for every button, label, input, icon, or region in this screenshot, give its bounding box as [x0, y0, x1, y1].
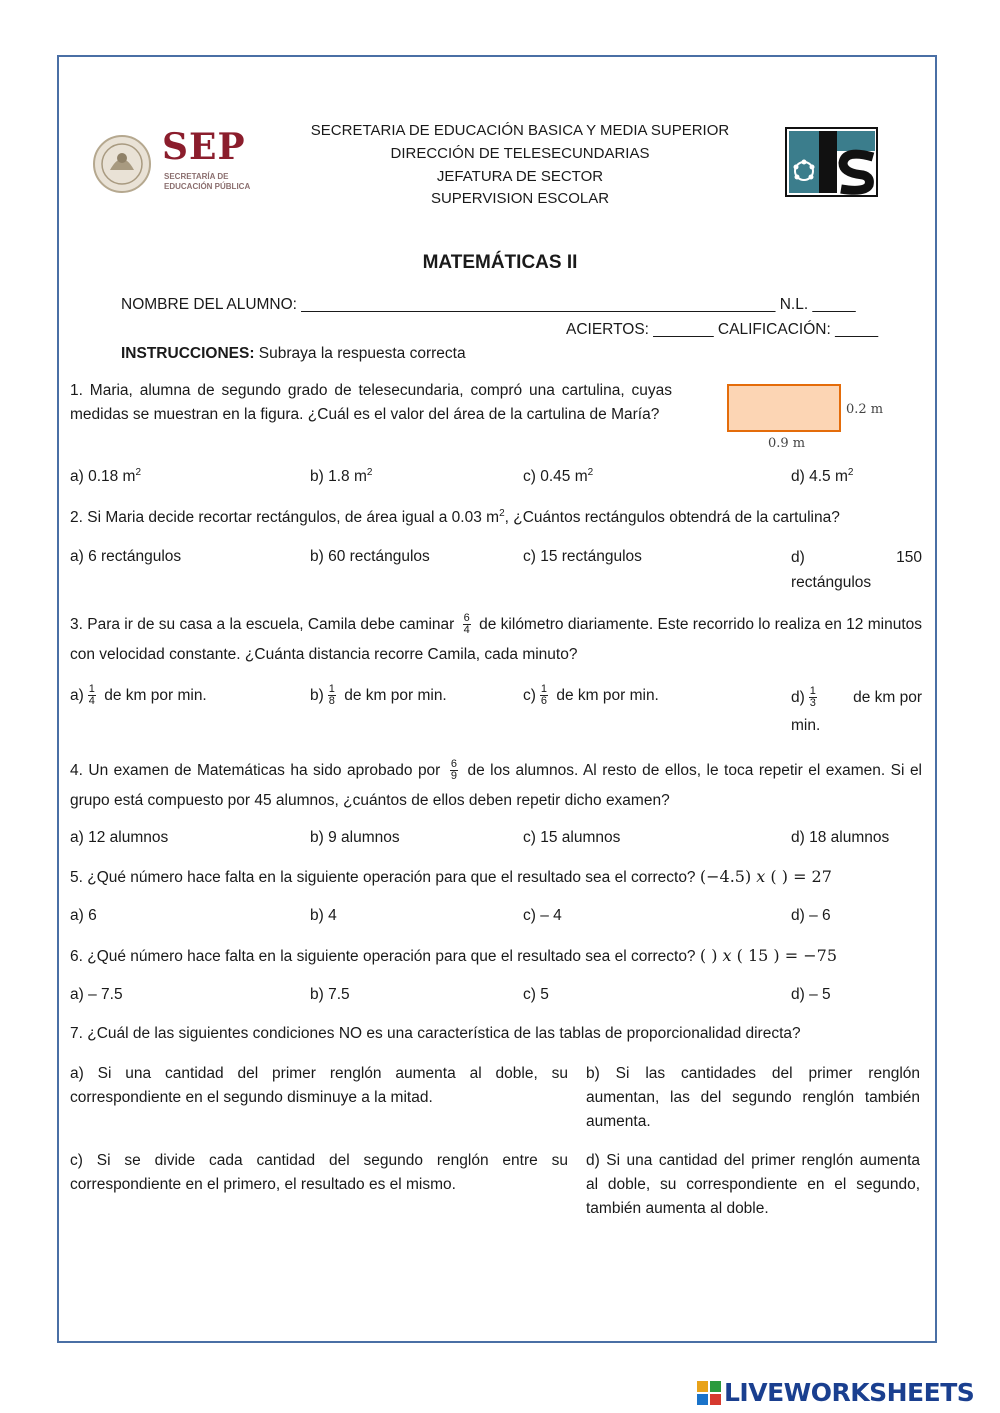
q3-option-a[interactable]: a) $\frac{1}{4}$ de km por min. — [70, 683, 207, 708]
fig-height-label: 0.2 m — [846, 402, 884, 417]
name-label: NOMBRE DEL ALUMNO: — [121, 296, 302, 313]
q4-option-a[interactable]: a) 12 alumnos — [70, 829, 169, 846]
instructions-text: Subraya la respuesta correcta — [254, 345, 466, 362]
header-line-3: JEFATURA DE SECTOR — [436, 168, 604, 185]
sep-logo — [92, 128, 287, 198]
q1-option-c[interactable]: c) 0.45 $m^2$ — [523, 466, 594, 485]
q6-equation: ( ) 𝑥 ( 15 ) = −75 — [699, 946, 837, 965]
question-5-text: 5. ¿Qué número hace falta en la siguiente operación para que el resultado sea el correcto? (−4.5) 𝑥 ( ) = 27 — [70, 867, 832, 886]
q5-option-d[interactable]: d) – 6 — [791, 907, 831, 924]
instructions — [121, 342, 466, 366]
page-title: MATEMÁTICAS II — [422, 252, 578, 273]
instructions-label: INSTRUCCIONES: — [121, 345, 255, 362]
ts-logo — [785, 127, 878, 197]
q2-option-d[interactable]: d) 150 rectángulos — [791, 549, 922, 591]
q3-option-d[interactable]: d) $\frac{1}{3}$ de km por min. — [791, 685, 922, 734]
q5-equation: (−4.5) 𝑥 ( ) = 27 — [699, 867, 832, 886]
q3-fraction: $\frac{6}{4}$ — [463, 612, 470, 637]
q3-option-c[interactable]: c) $\frac{1}{6}$ de km por min. — [523, 683, 659, 708]
cartulina-figure — [722, 380, 892, 452]
q3-option-b[interactable]: b) $\frac{1}{8}$ de km por min. — [310, 683, 447, 708]
q4-option-d[interactable]: d) 18 alumnos — [791, 829, 890, 846]
sep-logo-sub2: EDUCACIÓN PÚBLICA — [164, 182, 251, 191]
liveworksheets-text: LIVEWORKSHEETS — [724, 1378, 975, 1407]
header-line-2: DIRECCIÓN DE TELESECUNDARIAS — [390, 145, 650, 162]
q6-option-a[interactable]: a) – 7.5 — [70, 986, 123, 1003]
q4-option-c[interactable]: c) 15 alumnos — [523, 829, 621, 846]
q7-option-d[interactable]: d) Si una cantidad del primer renglón aumenta al doble, su correspondiente en el segundo, también aumenta al doble. — [586, 1152, 920, 1217]
question-4-text: 4. Un examen de Matemáticas ha sido aprobado por $\frac{6}{9}$ de los alumnos. Al resto de ellos, le toca repetir el examen. Si el grupo está compuesto por 45 alumnos, ¿cuántos de ellos deben repetir dicho examen? — [70, 758, 923, 809]
header-line-1: SECRETARIA DE EDUCACIÓN BASICA Y MEDIA SUPERIOR — [310, 122, 730, 139]
liveworksheets-icon — [696, 1380, 722, 1406]
q4-option-b[interactable]: b) 9 alumnos — [310, 829, 400, 846]
name-line — [121, 293, 856, 317]
q6-option-c[interactable]: c) 5 — [523, 986, 549, 1003]
q5-option-a[interactable]: a) 6 — [70, 907, 97, 924]
q4-fraction: $\frac{6}{9}$ — [450, 758, 457, 783]
q6-option-b[interactable]: b) 7.5 — [310, 986, 350, 1003]
ts-logo-icon — [785, 127, 878, 197]
q7-option-a[interactable]: a) Si una cantidad del primer renglón aumenta al doble, su correspondiente en el segundo disminuye a la mitad. — [70, 1065, 568, 1106]
q1-option-d[interactable]: d) 4.5 $m^2$ — [791, 466, 854, 485]
q7-option-b[interactable]: b) Si las cantidades del primer renglón aumentan, las del segundo renglón también aumenta. — [586, 1065, 920, 1130]
aciertos-line[interactable]: ACIERTOS: _______ CALIFICACIÓN: _____ — [566, 321, 879, 338]
name-blank[interactable]: _______________________________________________________ — [301, 296, 776, 313]
q2-option-a[interactable]: a) 6 rectángulos — [70, 548, 182, 565]
liveworksheets-logo[interactable] — [696, 1378, 996, 1408]
q7-option-c[interactable]: c) Si se divide cada cantidad del segundo renglón entre su correspondiente en el primero, el resultado es el mismo. — [70, 1152, 568, 1193]
nl-field[interactable]: N.L. _____ — [775, 296, 856, 313]
question-3-text: 3. Para ir de su casa a la escuela, Camila debe caminar $\frac{6}{4}$ de kilómetro diariamente. Este recorrido lo realiza en 12 minutos con velocidad constante. ¿Cuánta distancia recorre Camila, cada minuto? — [70, 612, 923, 663]
question-7-text: 7. ¿Cuál de las siguientes condiciones NO es una característica de las tablas de proporcionalidad directa? — [70, 1025, 801, 1042]
q1-option-b[interactable]: b) 1.8 $m^2$ — [310, 466, 373, 485]
q1-option-a[interactable]: a) 0.18 $m^2$ — [70, 466, 142, 485]
question-2-text: 2. Si Maria decide recortar rectángulos, de área igual a 0.03 $m^2$, ¿Cuántos rectángulos obtendrá de la cartulina? — [70, 507, 840, 526]
sep-logo-sub1: SECRETARÍA DE — [164, 172, 229, 181]
q5-option-c[interactable]: c) – 4 — [523, 907, 562, 924]
q2-option-b[interactable]: b) 60 rectángulos — [310, 548, 430, 565]
question-6-text: 6. ¿Qué número hace falta en la siguiente operación para que el resultado sea el correcto? ( ) 𝑥 ( 15 ) = −75 — [70, 946, 837, 965]
fig-width-label: 0.9 m — [768, 436, 806, 451]
q6-option-d[interactable]: d) – 5 — [791, 986, 831, 1003]
header-line-4: SUPERVISION ESCOLAR — [430, 190, 610, 207]
cartulina-rect — [728, 385, 840, 431]
q2-option-c[interactable]: c) 15 rectángulos — [523, 548, 642, 565]
question-1-text: 1. Maria, alumna de segundo grado de telesecundaria, compró una cartulina, cuyas medidas se muestran en la figura. ¿Cuál es el valor del área de la cartulina de María? — [70, 382, 672, 423]
q5-option-b[interactable]: b) 4 — [310, 907, 337, 924]
sep-logo-text: SEP — [162, 126, 246, 168]
